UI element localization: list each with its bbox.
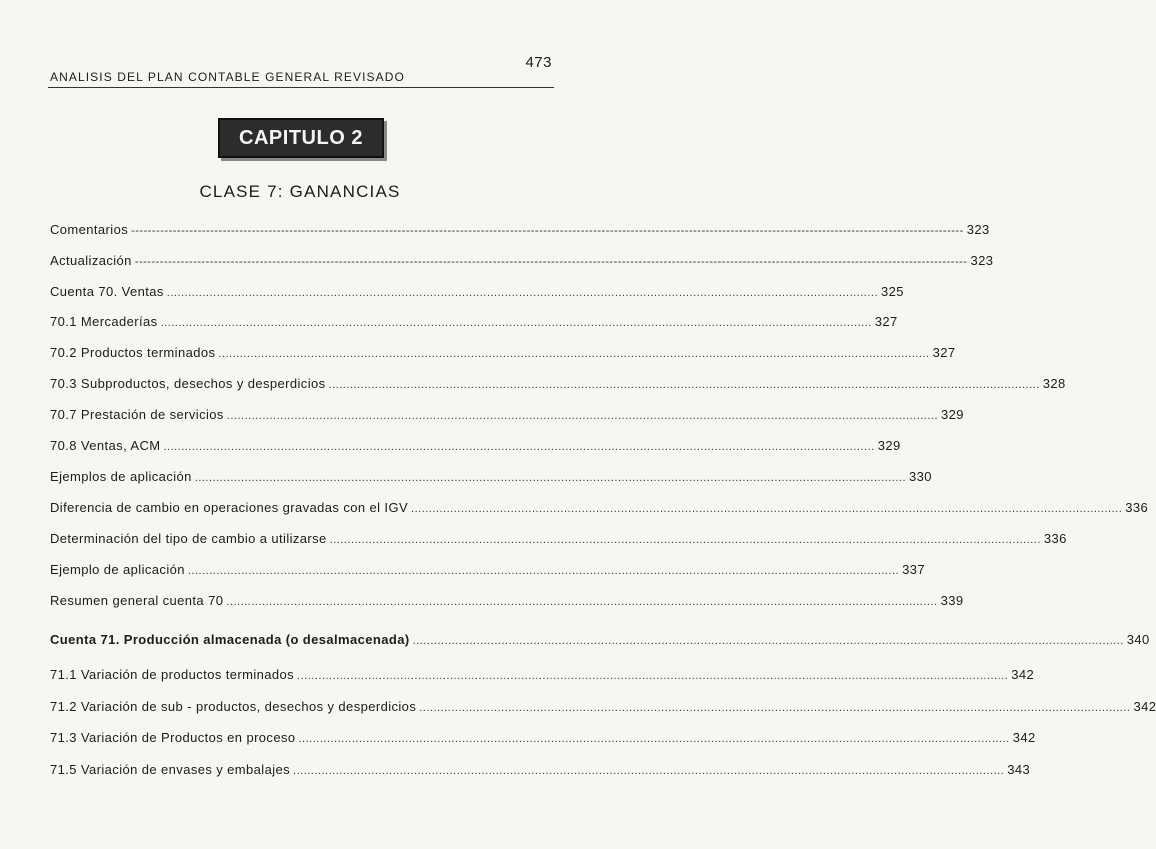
toc-entry [50,314,898,336]
toc-entry-label: Cuenta 70. Ventas [50,284,164,299]
toc-entry [50,253,994,275]
toc-entry [50,762,1031,784]
toc-entry-page: 327 [874,314,898,329]
toc-entry [50,699,1156,721]
toc-entry [50,632,1150,654]
toc-entry-page: 342 [1133,699,1156,714]
toc-leader: -------------------------------------------------------------------------------------------------------------------------------------------------------------------------------------------------------- [131,225,964,237]
toc-entry [50,438,901,460]
toc-entry [50,407,964,429]
toc-entry-label: 70.1 Mercaderías [50,314,158,329]
toc-entry-page: 323 [970,253,994,268]
toc-entry-page: 328 [1042,376,1066,391]
toc-entry-label: Comentarios [50,222,129,237]
toc-entry-page: 330 [909,469,932,484]
toc-entry-label: Ejemplos de aplicación [50,469,192,484]
toc-leader: ........................................................................................................................................................................................................ [218,348,930,360]
toc-entry-label: Cuenta 71. Producción almacenada (o desalmacenada) [50,632,410,647]
toc-entry [50,345,956,367]
toc-entry [50,562,925,584]
toc-entry-page: 340 [1126,632,1150,647]
toc-entry-page: 342 [1012,730,1036,745]
chapter-banner [218,118,384,158]
toc-entry-label: 70.3 Subproductos, desechos y desperdicios [50,376,326,391]
toc-entry [50,376,1066,398]
toc-entry-page: 336 [1043,531,1067,546]
toc-entry-page: 343 [1007,762,1031,777]
toc-leader: ........................................................................................................................................................................................................ [412,635,1124,647]
toc-entry-label: Actualización [50,253,132,268]
toc-leader: ........................................................................................................................................................................................................ [297,670,1009,682]
toc-entry-page: 329 [877,438,901,453]
toc-entry [50,469,932,491]
toc-leader: ........................................................................................................................................................................................................ [194,472,906,484]
toc-leader: -------------------------------------------------------------------------------------------------------------------------------------------------------------------------------------------------------- [134,256,968,268]
toc-entry-label: Determinación del tipo de cambio a utilizarse [50,531,327,546]
toc-leader: ........................................................................................................................................................................................................ [329,534,1041,546]
toc-entry-label: 71.2 Variación de sub - productos, desechos y desperdicios [50,699,417,714]
toc-leader: ........................................................................................................................................................................................................ [293,765,1005,777]
toc-leader: ........................................................................................................................................................................................................ [328,379,1040,391]
toc-entry [50,284,904,306]
toc-entry-label: Resumen general cuenta 70 [50,593,224,608]
toc-entry-label: Ejemplo de aplicación [50,562,185,577]
toc-entry-label: 70.7 Prestación de servicios [50,407,224,422]
page-number: 473 [525,54,552,71]
toc-leader: ........................................................................................................................................................................................................ [411,503,1123,515]
toc-entry-page: 337 [902,562,925,577]
toc-leader: ........................................................................................................................................................................................................ [226,410,939,422]
toc-entry [50,667,1035,689]
toc-entry-label: 70.8 Ventas, ACM [50,438,161,453]
toc-entry-page: 329 [941,407,964,422]
toc-leader: ........................................................................................................................................................................................................ [163,441,875,453]
toc-entry-page: 325 [881,284,904,299]
toc-leader: ........................................................................................................................................................................................................ [419,702,1131,714]
toc-entry-label: Diferencia de cambio en operaciones gravadas con el IGV [50,500,409,515]
running-header: ANALISIS DEL PLAN CONTABLE GENERAL REVISADO [50,70,405,84]
toc-entry-page: 339 [940,593,964,608]
toc-entry-label: 70.2 Productos terminados [50,345,216,360]
toc-leader: ........................................................................................................................................................................................................ [166,287,879,299]
toc-entry-page: 323 [966,222,990,237]
toc-entry-page: 336 [1125,500,1149,515]
chapter-label: CAPITULO 2 [239,126,363,149]
toc-leader: ........................................................................................................................................................................................................ [160,317,872,329]
toc-entry [50,531,1067,553]
toc-entry-label: 71.3 Variación de Productos en proceso [50,730,296,745]
toc-entry [50,222,990,244]
toc-leader: ........................................................................................................................................................................................................ [298,733,1010,745]
toc-entry [50,500,1149,522]
toc-entry-label: 71.5 Variación de envases y embalajes [50,762,291,777]
toc-leader: ........................................................................................................................................................................................................ [226,596,938,608]
toc-leader: ........................................................................................................................................................................................................ [187,565,900,577]
section-title: CLASE 7: GANANCIAS [199,182,401,201]
header-rule [48,87,554,88]
toc-entry-page: 342 [1011,667,1035,682]
toc-entry [50,593,964,615]
toc-entry-page: 327 [932,345,956,360]
toc-entry-label: 71.1 Variación de productos terminados [50,667,295,682]
toc-entry [50,730,1036,752]
